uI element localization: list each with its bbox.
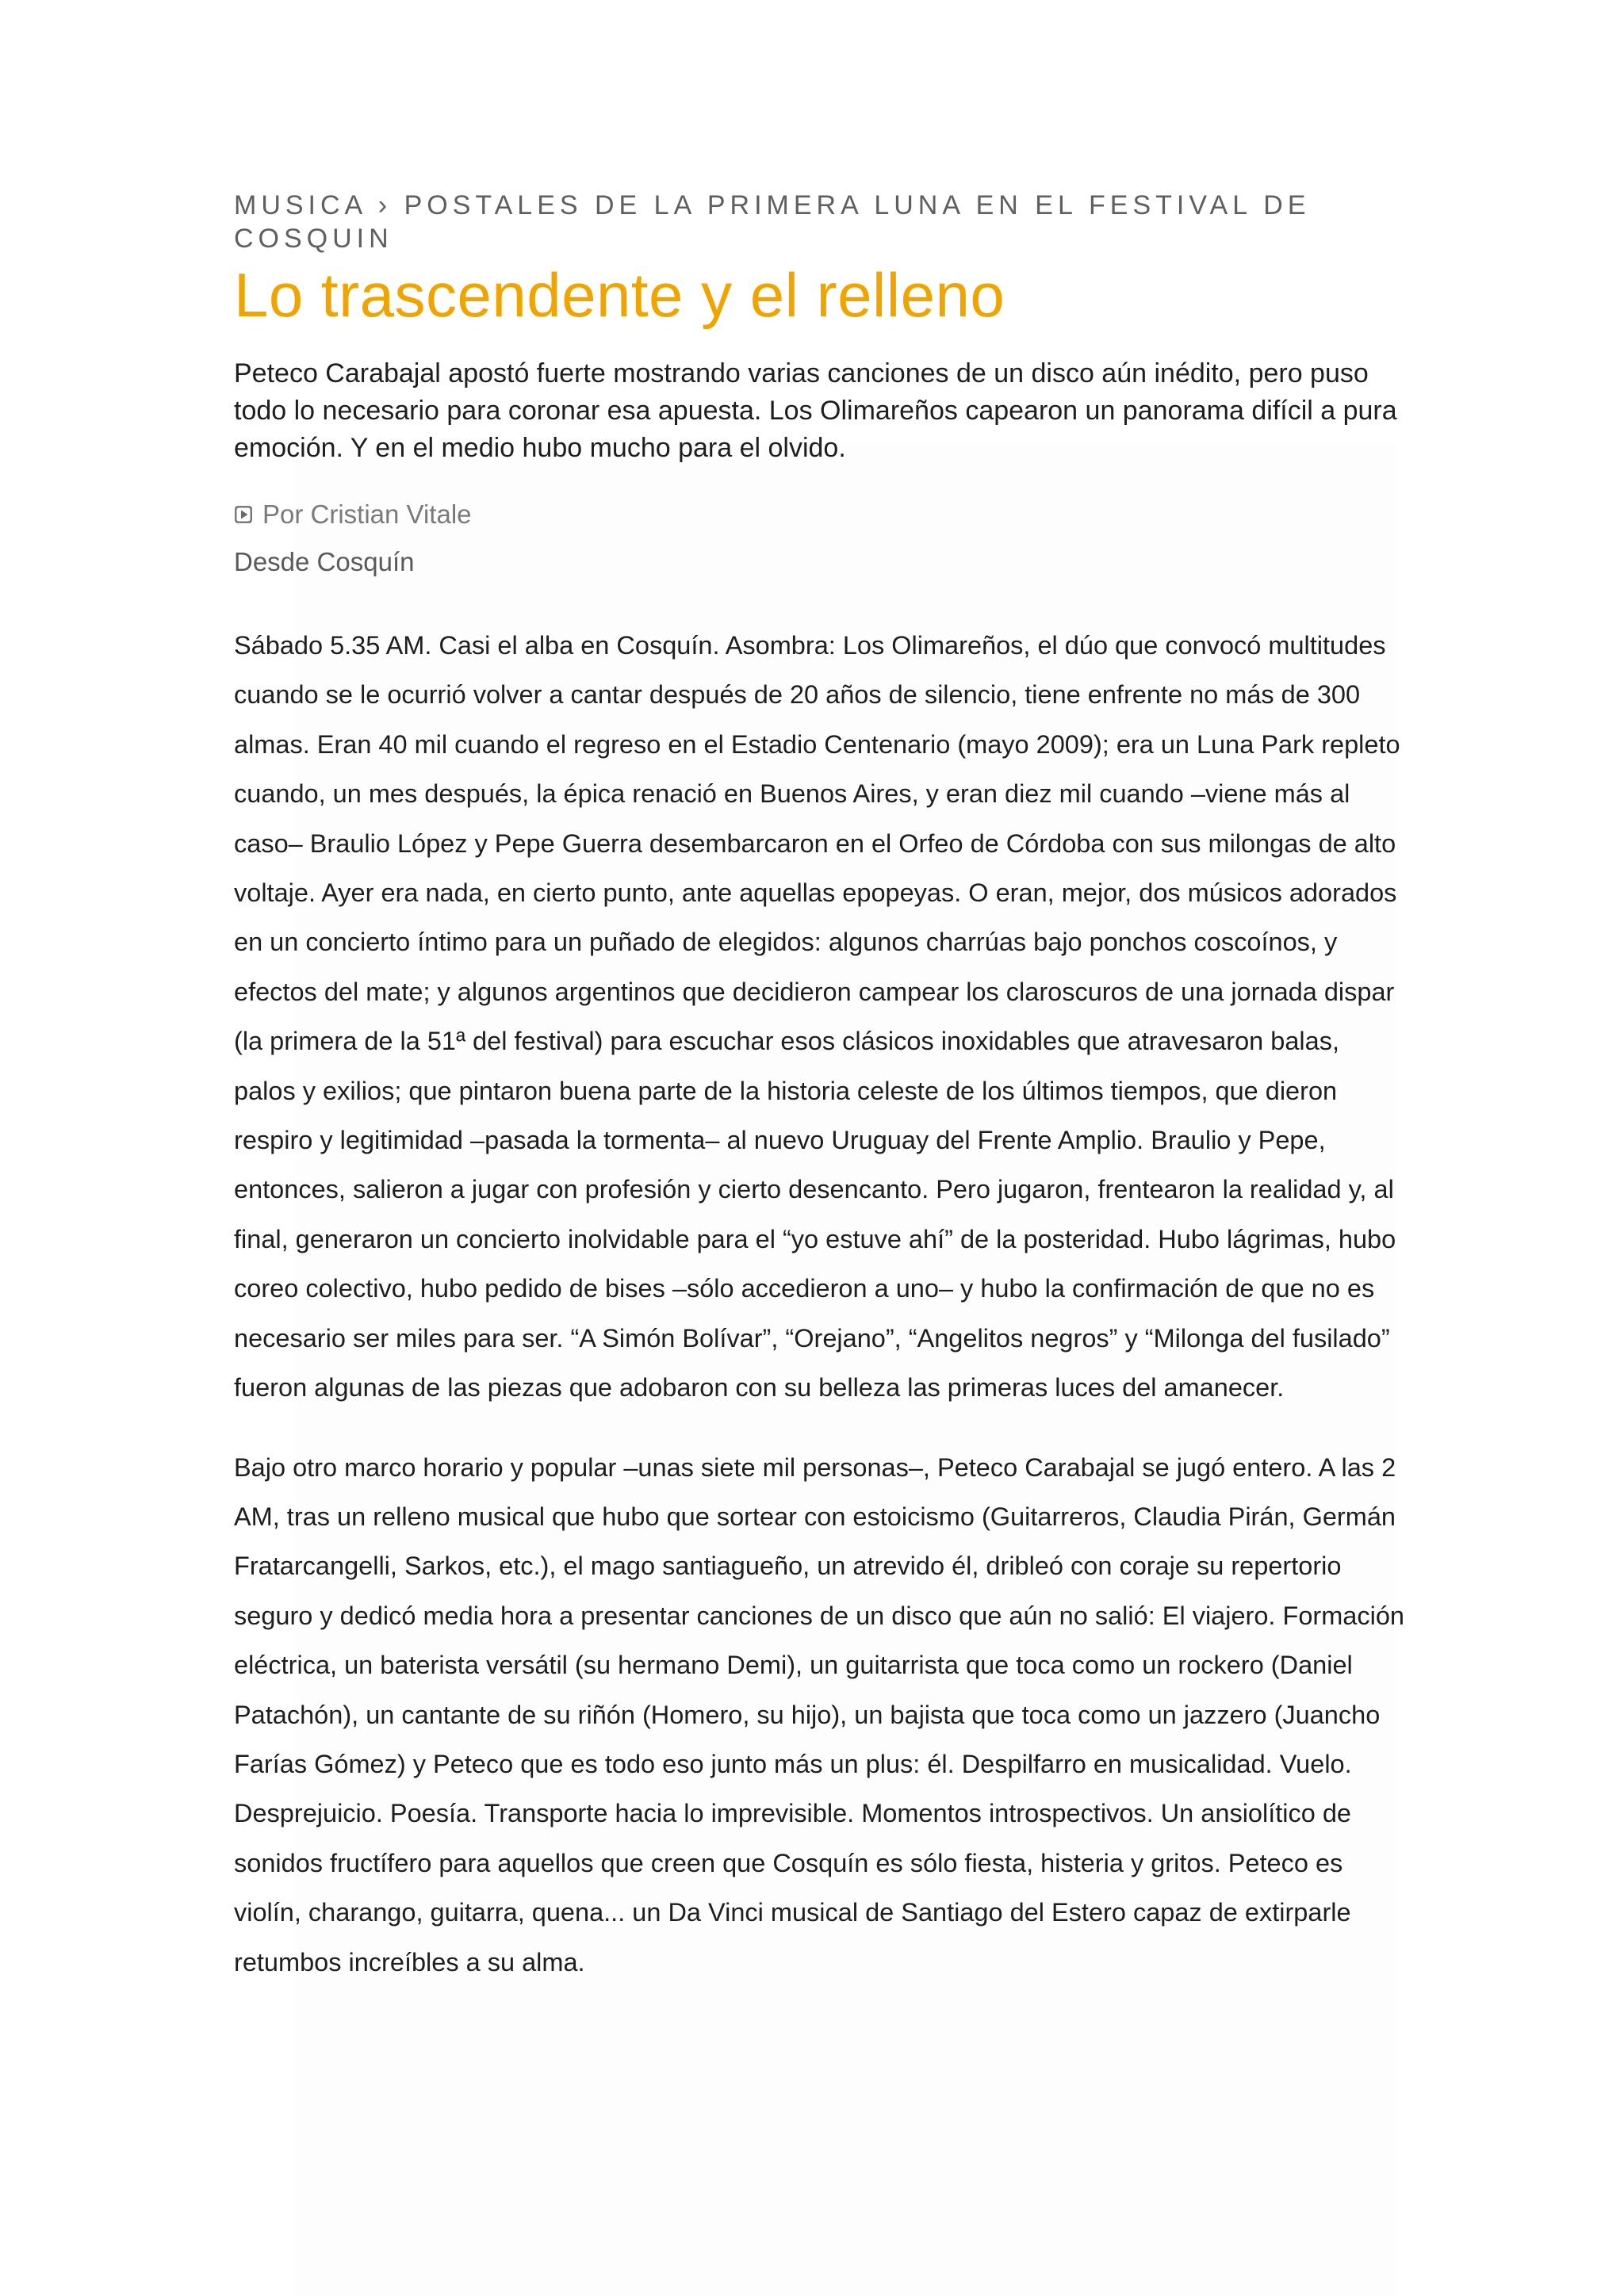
section-breadcrumb: MUSICA › POSTALES DE LA PRIMERA LUNA EN EL FESTIVAL DE COSQUIN: [234, 190, 1311, 254]
body-paragraph: Sábado 5.35 AM. Casi el alba en Cosquín. Asombra: Los Olimareños, el dúo que convocó multitudes cuando se le ocurrió volver a cantar después de 20 años de silencio, tiene enfrente no más de 300 almas. Eran 40 mil cuando el regreso en el Estadio Centenario (mayo 2009); era un Luna Park repleto cuando, un mes después, la épica renació en Buenos Aires, y eran diez mil cuando –viene más al caso– Braulio López y Pepe Guerra desembarcaron en el Orfeo de Córdoba con sus milongas de alto voltaje. Ayer era nada, en cierto punto, ante aquellas epopeyas. O eran, mejor, dos músicos adorados en un concierto íntimo para un puñado de elegidos: algunos charrúas bajo ponchos coscoínos, y efectos del mate; y algunos argentinos que decidieron campear los claroscuros de una jornada dispar (la primera de la 51ª del festival) para escuchar esos clásicos inoxidables que atravesaron balas, palos y exilios; que pintaron buena parte de la historia celeste de los últimos tiempos, que dieron respiro y legitimidad –pasada la tormenta– al nuevo Uruguay del Frente Amplio. Braulio y Pepe, entonces, salieron a jugar con profesión y cierto desencanto. Pero jugaron, frentearon la realidad y, al final, generaron un concierto inolvidable para el “yo estuve ahí” de la posteridad. Hubo lágrimas, hubo coreo colectivo, hubo pedido de bises –sólo accedieron a uno– y hubo la confirmación de que no es necesario ser miles para ser. “A Simón Bolívar”, “Orejano”, “Angelitos negros” y “Milonga del fusilado” fueron algunas de las piezas que adobaron con su belleza las primeras luces del amanecer.: [234, 631, 1400, 1402]
author-link[interactable]: Por Cristian Vitale: [262, 499, 472, 529]
byline-row: [234, 496, 1408, 534]
article-deck: Peteco Carabajal apostó fuerte mostrando varias canciones de un disco aún inédito, pero puso todo lo necesario para coronar esa apuesta. Los Olimareños capearon un panorama difícil a pura emoción. Y en el medio hubo mucho para el olvido.: [234, 358, 1397, 463]
play-arrow-icon: [234, 505, 253, 524]
body-paragraph: Bajo otro marco horario y popular –unas siete mil personas–, Peteco Carabajal se jugó entero. A las 2 AM, tras un relleno musical que hubo que sortear con estoicismo (Guitarreros, Claudia Pirán, Germán Fratarcangelli, Sarkos, etc.), el mago santiagueño, un atrevido él, dribleó con coraje su repertorio seguro y dedicó media hora a presentar canciones de un disco que aún no salió: El viajero. Formación eléctrica, un baterista versátil (su hermano Demi), un guitarrista que toca como un rockero (Daniel Patachón), un cantante de su riñón (Homero, su hijo), un bajista que toca como un jazzero (Juancho Farías Gómez) y Peteco que es todo eso junto más un plus: él. Despilfarro en musicalidad. Vuelo. Desprejuicio. Poesía. Transporte hacia lo imprevisible. Momentos introspectivos. Un ansiolítico de sonidos fructífero para aquellos que creen que Cosquín es sólo fiesta, histeria y gritos. Peteco es violín, charango, guitarra, quena... un Da Vinci musical de Santiago del Estero capaz de extirparle retumbos increíbles a su alma.: [234, 1452, 1405, 1976]
article-headline: Lo trascendente y el relleno: [234, 260, 1005, 330]
article: [234, 189, 1408, 1987]
dateline: Desde Cosquín: [234, 547, 415, 576]
